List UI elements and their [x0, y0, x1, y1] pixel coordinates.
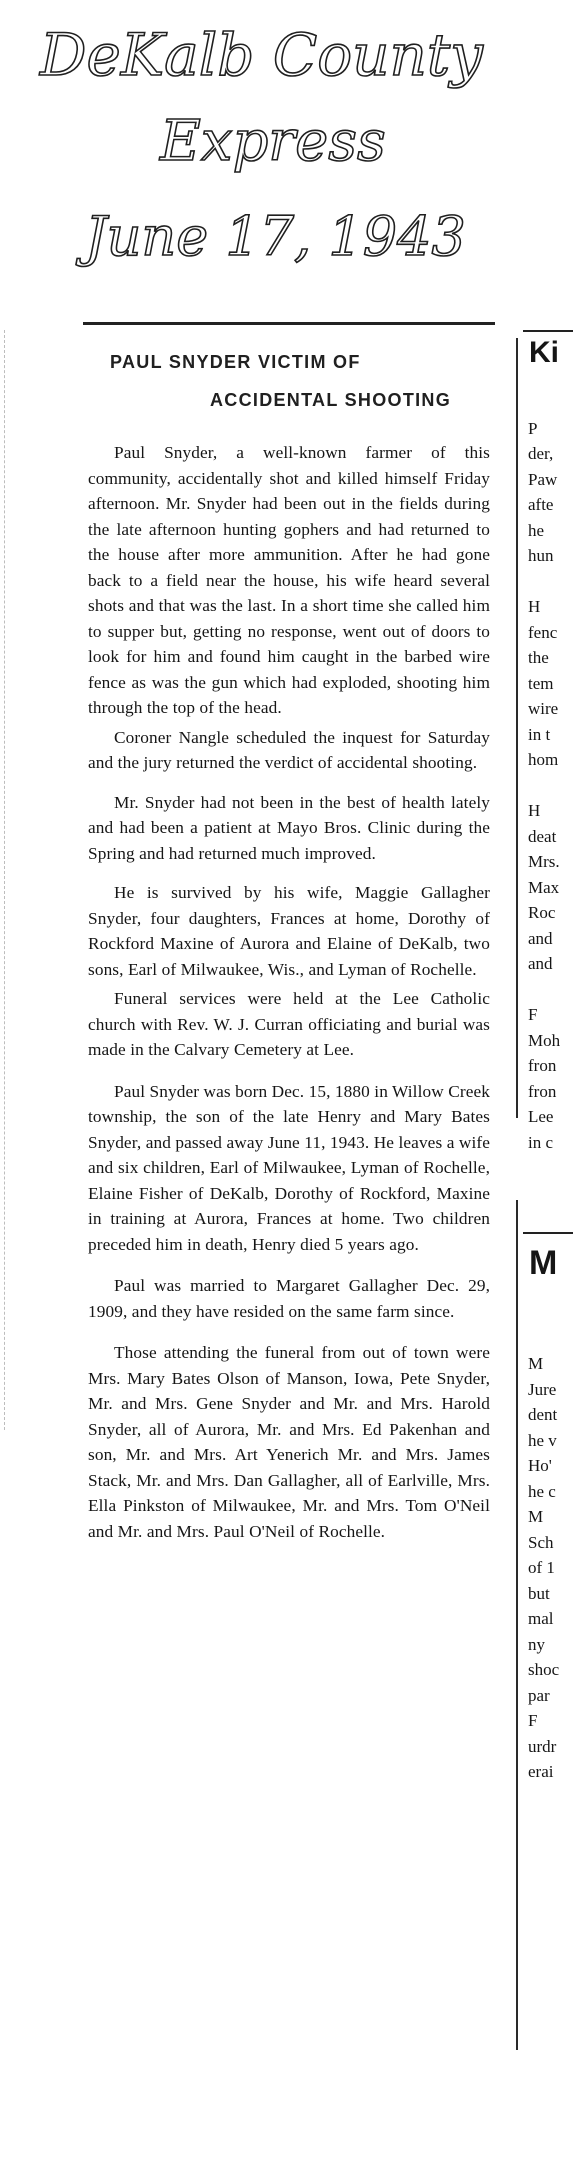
column-divider-right-upper [516, 338, 518, 1118]
handwritten-line-3: June 17, 1943 [85, 205, 466, 268]
fragment-line: H [528, 801, 541, 820]
fragment-line [528, 1326, 573, 1352]
article-paragraph: He is survived by his wife, Maggie Gallagher Snyder, four daughters, Frances at home, Dorothy of Rockford Maxine of Aurora and Elaine of DeKalb, two sons, Earl of Milwaukee, Wis., and Lyman of Rochelle. [88, 883, 490, 979]
fragment-line: in c [528, 1132, 554, 1152]
fragment-line: Paw [528, 469, 558, 489]
fragment-line: Max [528, 877, 560, 897]
handwritten-source-note [0, 0, 573, 300]
fragment-line: hun [528, 546, 554, 565]
fragment-line: afte [528, 495, 554, 514]
fragment-line: H [528, 597, 541, 616]
fragment-line: the [528, 648, 549, 667]
fragment-line: fron [528, 1056, 557, 1075]
fragment-line: Jure [528, 1379, 557, 1399]
fragment-line: wire [528, 699, 559, 718]
fragment-line: par [528, 1685, 550, 1705]
fragment-2-column [528, 1300, 573, 1860]
fragment-line: fron [528, 1081, 557, 1101]
fragment-line [528, 773, 573, 799]
headline-line-2: ACCIDENTAL SHOOTING [210, 390, 452, 410]
fragment-line: F [528, 1005, 538, 1024]
fragment-line: Ho' [528, 1456, 552, 1475]
fragment-2-top-rule [523, 1232, 573, 1234]
fragment-line [528, 390, 573, 416]
article-paragraph: Funeral services were held at the Lee Catholic church with Rev. W. J. Curran officiating and burial was made in the Calvary Cemetery at Lee. [88, 989, 490, 1059]
article-paragraph: Paul Snyder, a well-known farmer of this community, accidentally shot and killed himself Friday afternoon. Mr. Snyder had been out in the fields during the late afternoon hunting gophers and had returned to the house after more ammunition. After he had gone back to a field near the house, his wife heard several shots and that was the last. In a short time she called him to supper but, getting no response, went out of doors to look for him and found him caught in the barbed wire fence as was the gun which had exploded, shooting him through the top of the head. [88, 443, 490, 717]
fragment-line: but [528, 1583, 550, 1603]
fragment-line: Mrs. [528, 852, 560, 871]
article-body [88, 440, 490, 1544]
fragment-line: F [528, 1711, 538, 1730]
page-edge-mark [4, 330, 11, 1430]
fragment-line: tem [528, 673, 554, 693]
fragment-line: he [528, 520, 545, 540]
fragment-line: shoc [528, 1660, 560, 1679]
article-paragraph: Those attending the funeral from out of town were Mrs. Mary Bates Olson of Manson, Iowa, Pete Snyder, Mr. and Mrs. Gene Snyder and Mr. and Mrs. Harold Snyder, all of Aurora, Mr. and Mrs. Ed Pakenhan and son, Mr. and Mrs. Art Yenerich Mr. and Mrs. James Stack, Mr. and Mrs. Dan Gallagher, all of Earlville, Mrs. Ella Pinkston of Milwaukee, Mr. and Mrs. Tom O'Neil and Mr. and Mrs. Paul O'Neil of Rochelle. [88, 1343, 490, 1541]
article-paragraph: Paul was married to Margaret Gallagher Dec. 29, 1909, and they have resided on the same farm since. [88, 1276, 490, 1321]
fragment-line: dent [528, 1405, 558, 1424]
fragment-line [528, 1300, 573, 1326]
article-paragraph: Coroner Nangle scheduled the inquest for Saturday and the jury returned the verdict of accidental shooting. [88, 727, 490, 772]
fragment-line: Moh [528, 1030, 561, 1050]
fragment-line: mal [528, 1609, 554, 1628]
fragment-line: and [528, 928, 553, 948]
fragment-line: he c [528, 1481, 556, 1501]
fragment-1-column [528, 390, 573, 1170]
fragment-line [528, 569, 573, 595]
fragment-line: in t [528, 724, 551, 744]
column-divider-right-lower [516, 1200, 518, 2050]
fragment-line [528, 977, 573, 1003]
fragment-line: hom [528, 750, 559, 769]
fragment-line: of 1 [528, 1558, 555, 1577]
fragment-line: Lee [528, 1107, 554, 1126]
fragment-line: he v [528, 1430, 557, 1450]
fragment-line: der, [528, 444, 554, 463]
fragment-line: Sch [528, 1532, 554, 1552]
article-paragraph: Mr. Snyder had not been in the best of health lately and had been a patient at Mayo Bros. Clinic during the Spring and had returned much improved. [88, 792, 490, 863]
fragment-2-heading: M [529, 1244, 558, 1282]
fragment-line: urdr [528, 1736, 557, 1756]
handwritten-line-2: Express [160, 109, 386, 174]
handwritten-line-1: DeKalb County [40, 21, 483, 89]
article-paragraph: Paul Snyder was born Dec. 15, 1880 in Willow Creek township, the son of the late Henry and Mary Bates Snyder, and passed away June 11, 1943. He leaves a wife and six children, Earl of Milwaukee, Lyman of Rochelle, Elaine Fisher of DeKalb, Dorothy of Rockford, Maxine in training at Aurora, Frances at home. Two children preceded him in death, Henry died 5 years ago. [88, 1081, 490, 1254]
fragment-line: ny [528, 1634, 545, 1654]
headline-line-1: PAUL SNYDER VICTIM OF [110, 352, 361, 372]
fragment-1-heading: Ki [529, 336, 559, 369]
article-top-rule [83, 322, 495, 325]
fragment-line: Roc [528, 903, 556, 922]
fragment-line: P [528, 418, 538, 438]
fragment-line: erai [528, 1762, 554, 1781]
fragment-line: and [528, 954, 553, 973]
fragment-line: M [528, 1354, 544, 1373]
fragment-1-top-rule [523, 330, 573, 332]
fragment-line: deat [528, 826, 557, 846]
fragment-line: fenc [528, 622, 558, 642]
fragment-line: M [528, 1507, 544, 1526]
